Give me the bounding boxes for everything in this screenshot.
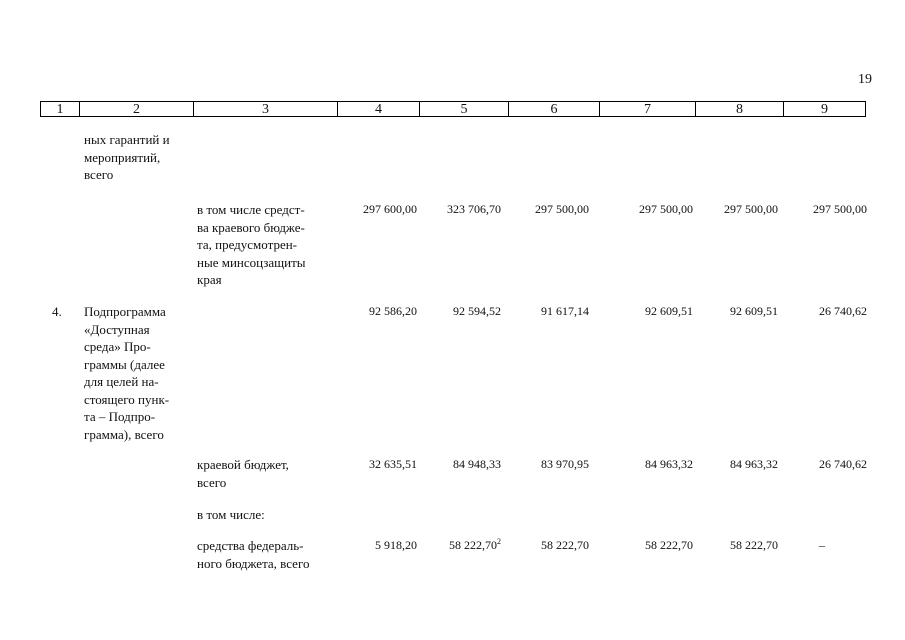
value-col7: 84 963,32 [645, 457, 693, 471]
text-line: в том числе средст- [197, 202, 305, 217]
page-number: 19 [858, 72, 872, 87]
value-col6: 91 617,14 [541, 304, 589, 318]
text-line: стоящего пунк- [84, 391, 170, 407]
column-header-3: 3 [193, 101, 338, 117]
value-col5 [449, 538, 501, 553]
value-col8: 84 963,32 [730, 457, 778, 471]
text-line: краевой бюджет, [197, 457, 289, 472]
text-line: для целей на- [84, 374, 159, 389]
row-description [84, 303, 186, 443]
column-header-9: 9 [783, 101, 866, 117]
value-col8: 92 609,51 [730, 304, 778, 318]
footnote-marker: 2 [497, 537, 501, 546]
column-header-7: 7 [599, 101, 696, 117]
column-header-5: 5 [419, 101, 509, 117]
value-col4: 32 635,51 [369, 457, 417, 471]
text-line: всего [84, 167, 114, 182]
row-funding-source [197, 201, 329, 289]
value-col8: 297 500,00 [724, 202, 778, 216]
column-header-1: 1 [40, 101, 80, 117]
value-col5: 92 594,52 [453, 304, 501, 318]
value-col9: – [819, 538, 825, 552]
value-col4: 5 918,20 [375, 538, 417, 552]
value-col9: 297 500,00 [813, 202, 867, 216]
table-header-row [40, 101, 866, 119]
value-col7: 297 500,00 [639, 202, 693, 216]
text-line: Подпрограмма [84, 304, 166, 319]
text-line: грамма), всего [84, 426, 164, 442]
text-line: граммы (далее [84, 356, 165, 372]
value-col9: 26 740,62 [819, 304, 867, 318]
value-col5: 84 948,33 [453, 457, 501, 471]
value-col4: 297 600,00 [363, 202, 417, 216]
text-line: «Доступная [84, 321, 150, 337]
row-funding-source [197, 537, 329, 572]
text-line: края [197, 272, 222, 287]
column-header-6: 6 [508, 101, 600, 117]
row-funding-source [197, 506, 329, 524]
text-line: в том числе: [197, 507, 265, 522]
text-line: ных гарантий и [84, 132, 170, 147]
value-col8: 58 222,70 [730, 538, 778, 552]
column-header-8: 8 [695, 101, 784, 117]
text-line: всего [197, 474, 227, 490]
column-header-4: 4 [337, 101, 420, 117]
text-line: ва краевого бюдже- [197, 219, 305, 235]
value-col7: 92 609,51 [645, 304, 693, 318]
text-line: средства федераль- [197, 538, 304, 553]
column-header-2: 2 [79, 101, 194, 117]
text-line: та – Подпро- [84, 409, 156, 424]
value-col5: 323 706,70 [447, 202, 501, 216]
value-col6: 58 222,70 [541, 538, 589, 552]
value-col9: 26 740,62 [819, 457, 867, 471]
text-line: среда» Про- [84, 339, 151, 354]
value-col6: 83 970,95 [541, 457, 589, 471]
value-text: 58 222,70 [449, 538, 497, 552]
value-col4: 92 586,20 [369, 304, 417, 318]
text-line: мероприятий, [84, 149, 161, 165]
row-funding-source [197, 456, 329, 491]
row-number: 4. [52, 304, 62, 319]
value-col7: 58 222,70 [645, 538, 693, 552]
row-description [84, 131, 194, 184]
text-line: ного бюджета, всего [197, 555, 310, 571]
text-line: та, предусмотрен- [197, 237, 298, 252]
value-col6: 297 500,00 [535, 202, 589, 216]
text-line: ные минсоцзащиты [197, 254, 306, 270]
